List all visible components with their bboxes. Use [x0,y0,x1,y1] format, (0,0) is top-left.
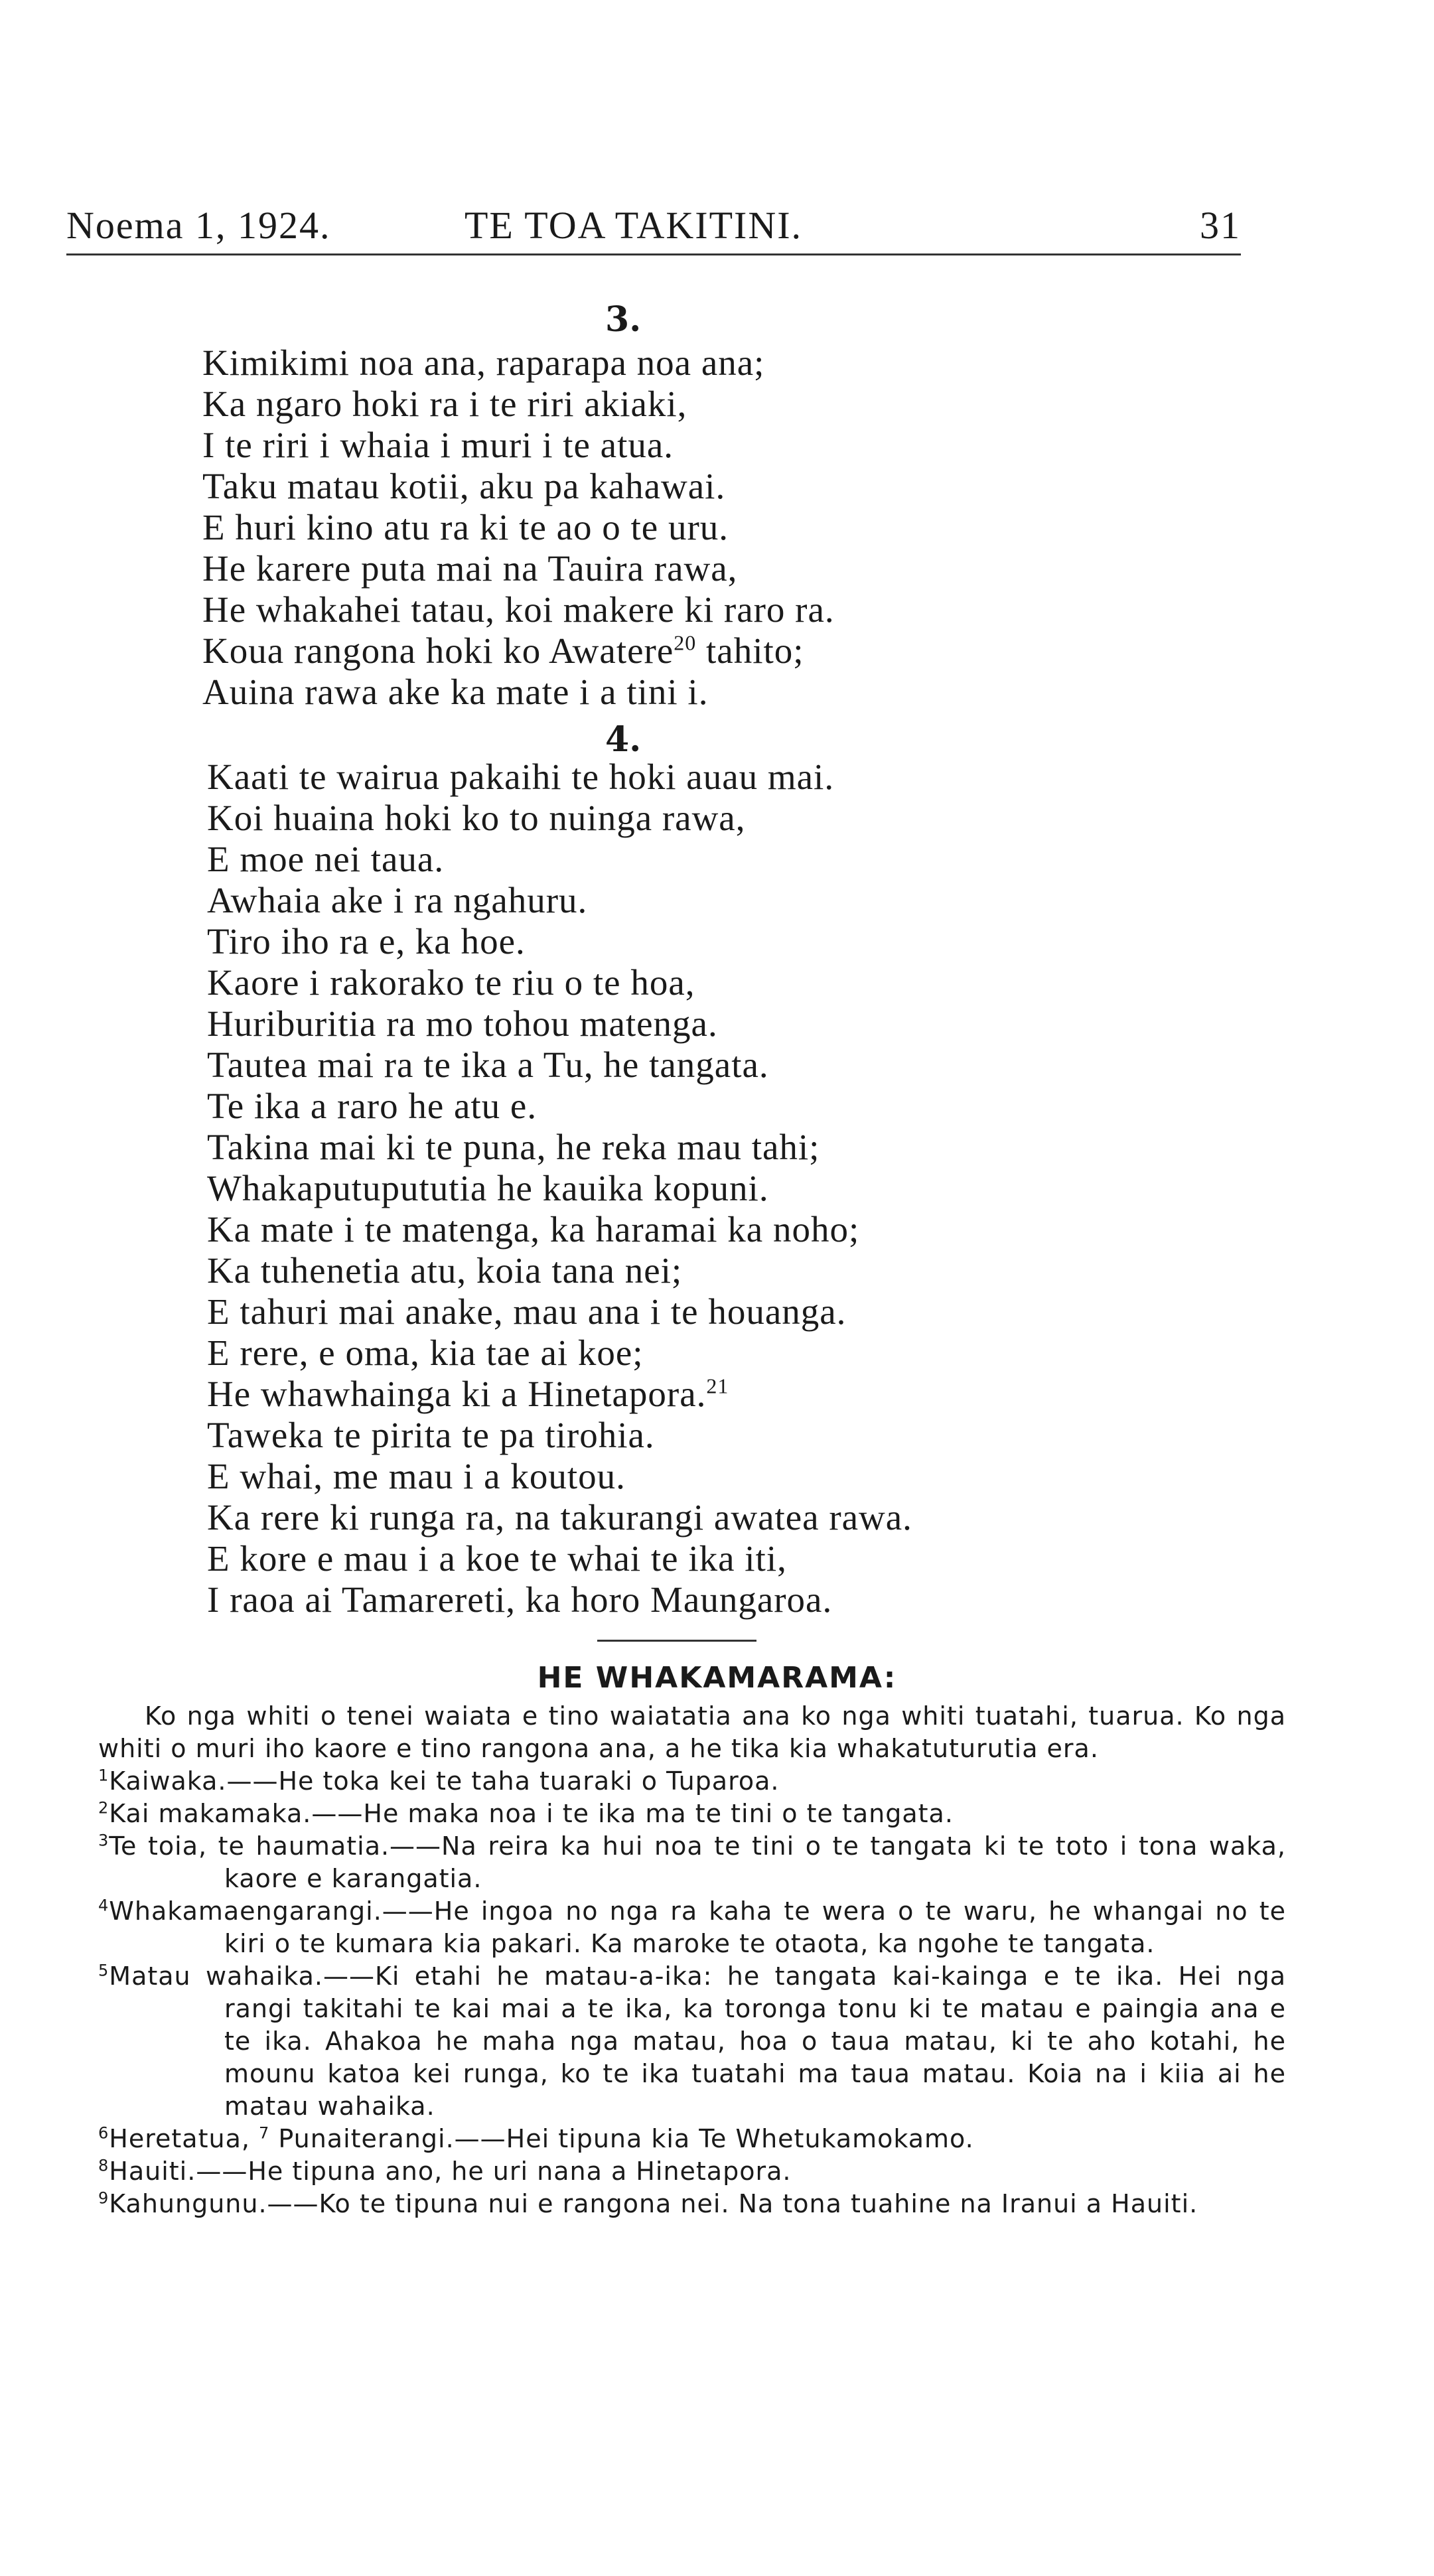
verse-line: Kimikimi noa ana, raparapa noa ana; [202,342,765,383]
verse-line: E kore e mau i a koe te whai te ika iti, [207,1538,787,1579]
footnote-text: Kaiwaka.——He toka kei te taha tuaraki o Tuparoa. [109,1766,780,1796]
verse-line: Whakaputupututia he kauika kopuni. [207,1168,769,1208]
footnote-marker: 20 [674,630,697,655]
verse-line: He whakahei tatau, koi makere ki raro ra. [202,589,835,630]
section-divider [597,1640,756,1642]
footnote-text: Kai makamaka.——He maka noa i te ika ma te tini o te tangata. [109,1799,954,1828]
verse-line: Tautea mai ra te ika a Tu, he tangata. [207,1044,769,1085]
verse-line [202,630,835,672]
running-header [66,199,1241,252]
verse-line: Ka tuhenetia atu, koia tana nei; [207,1250,683,1291]
footnote-number: 1 [98,1766,109,1785]
footnote [98,1960,1286,2123]
verse-line: Ka rere ki runga ra, na takurangi awatea rawa. [207,1497,912,1538]
footnote-text: Te toia, te haumatia.——Na reira ka hui noa te tini o te tangata ki te toto i tona waka, kaore e karangatia. [109,1831,1286,1893]
verse-line: E rere, e oma, kia tae ai koe; [207,1332,644,1373]
verse-line: He karere puta mai na Tauira rawa, [202,548,738,589]
footnote-number: 2 [98,1798,109,1818]
verse-line: E tahuri mai anake, mau ana i te houanga. [207,1291,847,1332]
verse-line: Taweka te pirita te pa tirohia. [207,1415,655,1455]
stanza-3 [202,342,835,713]
footnote-text: Whakamaengarangi.——He ingoa no nga ra kaha te wera o te waru, he whangai no te kiri o te kumara kia pakari. Ka maroke te otaota, ka ngohe te tangata. [109,1896,1286,1958]
notes-intro: Ko nga whiti o tenei waiata e tino waiatatia ana ko nga whiti tuatahi, tuarua. Ko nga whiti o muri iho kaore e tino rangona ana, a he tika kia whakatuturutia era. [98,1701,1286,1763]
verse-line: E whai, me mau i a koutou. [207,1456,626,1496]
verse-line: Ka mate i te matenga, ka haramai ka noho; [207,1209,860,1250]
verse-line: Tiro iho ra e, ka hoe. [207,921,526,962]
footnote-marker: 21 [706,1374,729,1398]
footnote-number: 7 [259,2123,270,2143]
footnote-number: 9 [98,2188,109,2208]
footnote [98,1798,1286,1830]
verse-line: I raoa ai Tamarereti, ka horo Maungaroa. [207,1579,833,1620]
verse-line: Taku matau kotii, aku pa kahawai. [202,466,726,506]
footnote-text: Hauiti.——He tipuna ano, he uri nana a Hinetapora. [109,2157,792,2186]
footnote [98,2155,1286,2188]
footnote [98,1830,1286,1895]
footnote-number: 3 [98,1831,109,1850]
header-date: Noema 1, 1924. [66,204,331,247]
footnote-text: Punaiterangi.——Hei tipuna kia Te Whetukamokamo. [269,2124,974,2153]
verse-line: I te riri i whaia i muri i te atua. [202,425,674,465]
header-title: TE TOA TAKITINI. [465,204,803,247]
verse-line: E huri kino atu ra ki te ao o te uru. [202,507,729,547]
stanza-4 [207,756,912,1620]
footnote-text: Heretatua, [109,2124,259,2153]
footnote [98,2188,1286,2220]
notes [98,1700,1286,2220]
header-rule [66,253,1241,255]
verse-line: Takina mai ki te puna, he reka mau tahi; [207,1127,820,1167]
verse-line: Auina rawa ake ka mate i a tini i. [202,672,709,712]
verse-line-text: Koua rangona hoki ko Awatere [202,630,674,671]
verse-line-text: He whawhainga ki a Hinetapora. [207,1374,707,1414]
verse-line: Koi huaina hoki ko to nuinga rawa, [207,798,746,838]
verse-line: Awhaia ake i ra ngahuru. [207,880,588,920]
verse-line [207,1374,912,1415]
footnote-number: 6 [98,2123,109,2143]
stanza-4-number: 4. [605,719,642,760]
page-number: 31 [1200,204,1241,247]
footnote-number: 5 [98,1961,109,1980]
footnote-number: 4 [98,1896,109,1915]
verse-line: Ka ngaro hoki ra i te riri akiaki, [202,384,687,424]
verse-line: E moe nei taua. [207,839,445,879]
footnote [98,1765,1286,1798]
verse-line: Te ika a raro he atu e. [207,1086,538,1126]
verse-line-tail: tahito; [696,630,804,671]
verse-line: Huriburitia ra mo tohou matenga. [207,1003,718,1044]
footnote [98,1895,1286,1960]
footnote-text: Matau wahaika.——Ki etahi he matau-a-ika: he tangata kai-kainga e te ika. Hei nga rangi takitahi te kai mai a te ika, ka toronga tonu ki te matau e paingia ana e te ika. Ahakoa he maha nga matau, hoa o taua matau, ki te aho kotahi, he mounu katoa kei runga, ko te ika tuatahi ma taua matau. Koia na i kiia ai he matau wahaika. [109,1962,1286,2121]
footnote [98,2123,1286,2155]
footnote-text: Kahungunu.——Ko te tipuna nui e rangona nei. Na tona tuahine na Iranui a Hauiti. [109,2189,1198,2218]
notes-heading: HE WHAKAMARAMA: [537,1661,897,1695]
footnote-number: 8 [98,2156,109,2175]
verse-line: Kaati te wairua pakaihi te hoki auau mai. [207,756,835,797]
verse-line: Kaore i rakorako te riu o te hoa, [207,962,695,1003]
stanza-3-number: 3. [605,299,642,340]
